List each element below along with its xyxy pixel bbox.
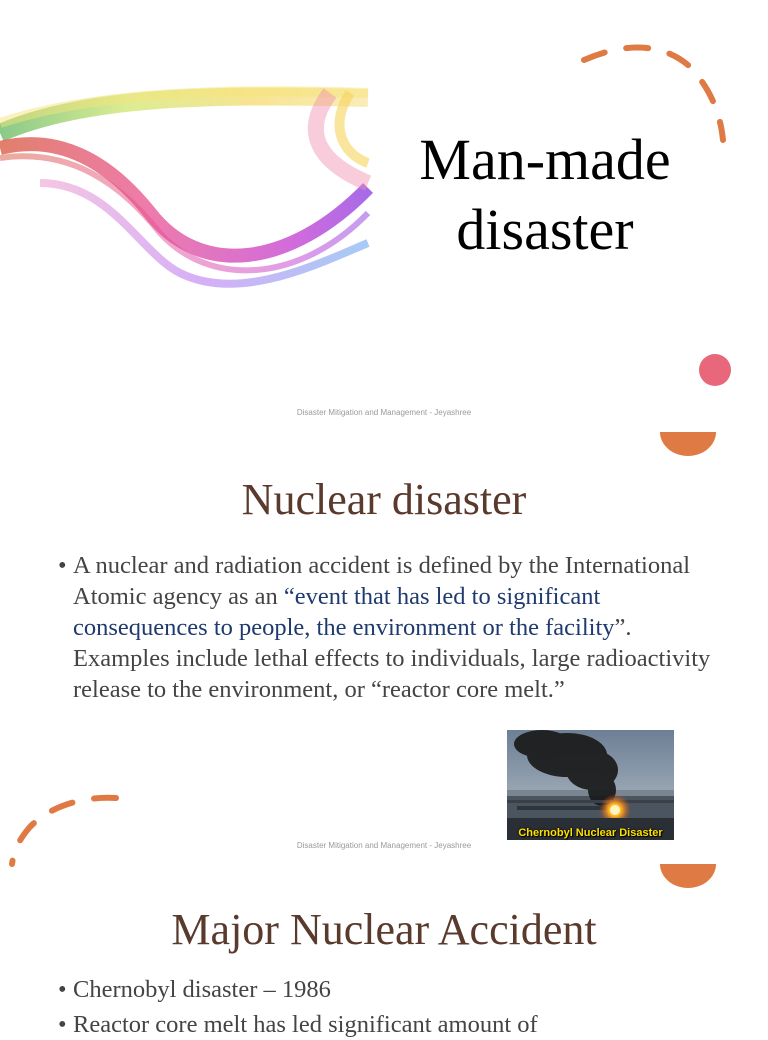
photo-caption: Chernobyl Nuclear Disaster [518,827,663,839]
slide-3 [0,864,768,1038]
bullet-icon: • [58,976,67,1003]
rainbow-wave-image [0,93,368,338]
list-item [56,550,716,705]
slide-1-footer: Disaster Mitigation and Management - Jeyashree [296,408,472,417]
slide-3-title: Major Nuclear Accident [171,905,597,954]
title-line-1: Man-made [419,127,671,192]
chernobyl-photo [507,730,674,840]
slide-2-title: Nuclear disaster [241,475,527,524]
half-circle-decoration [660,432,716,456]
bullet-text-1: A nuclear and radiation accident is defined by the International Atomic agency as an [73,552,691,610]
pink-dot-decoration [698,353,732,387]
bullet-icon: • [58,1011,67,1038]
list-item [56,974,716,1005]
list-item [56,1009,716,1040]
slide-2-bullets [56,550,716,705]
slide-3-bullets [56,974,716,1040]
slide-1 [0,0,768,432]
bullet-icon: • [58,552,67,579]
bullet-text: Chernobyl disaster – 1986 [73,976,331,1003]
slide-2-footer: Disaster Mitigation and Management - Jeyashree [296,841,472,850]
bullet-text-2: ”. Examples include lethal effects to individuals, large radioactivity release to the environment, or “reactor core melt.” [73,614,711,703]
bullet-quote: “event that has led to significant consequences to people, the environment or the facility [73,583,615,641]
bullet-text: Reactor core melt has led significant amount of [73,1011,538,1038]
dashed-arc-decoration [578,40,738,150]
slide-2 [0,432,768,864]
title-line-2: disaster [456,197,634,262]
half-circle-decoration [660,864,716,888]
dashed-arc-decoration [4,788,124,868]
